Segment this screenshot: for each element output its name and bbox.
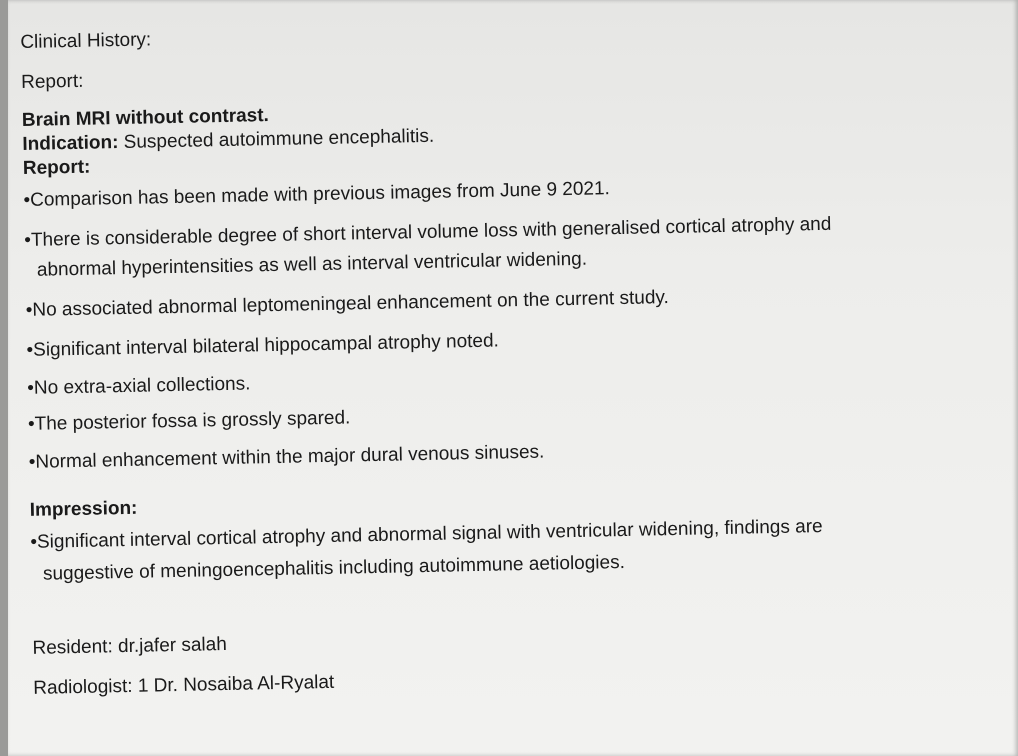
finding-item-continuation: abnormal hyperintensities as well as interval ventricular widening. — [36, 248, 588, 281]
finding-item: •No extra-axial collections. — [27, 373, 251, 399]
finding-item: •Normal enhancement within the major dural venous sinuses. — [28, 441, 545, 473]
finding-item: •There is considerable degree of short interval volume loss with generalised cortical atrophy and — [24, 213, 832, 251]
report-paper — [8, 0, 1018, 756]
impression-label: Impression: — [29, 497, 138, 521]
report-header-label: Report: — [20, 70, 84, 93]
radiologist-signature: Radiologist: 1 Dr. Nosaiba Al-Ryalat — [33, 671, 335, 699]
report-section-label: Report: — [22, 156, 91, 179]
report-sheet — [20, 6, 1010, 699]
indication-value: Suspected autoimmune encephalitis. — [118, 125, 435, 154]
finding-item: •The posterior fossa is grossly spared. — [27, 407, 351, 435]
indication-label: Indication: — [22, 132, 119, 155]
impression-item-continuation: suggestive of meningoencephalitis including autoimmune aetiologies. — [42, 551, 626, 585]
finding-item: •Comparison has been made with previous images from June 9 2021. — [23, 178, 611, 211]
exam-title: Brain MRI without contrast. — [21, 105, 270, 131]
impression-item: •Significant interval cortical atrophy and abnormal signal with ventricular widening, findings are — [30, 515, 823, 553]
resident-signature: Resident: dr.jafer salah — [32, 633, 228, 659]
finding-item: •Significant interval bilateral hippocampal atrophy noted. — [26, 330, 500, 361]
clinical-history-label: Clinical History: — [20, 29, 152, 53]
finding-item: •No associated abnormal leptomeningeal enhancement on the current study. — [25, 287, 669, 321]
